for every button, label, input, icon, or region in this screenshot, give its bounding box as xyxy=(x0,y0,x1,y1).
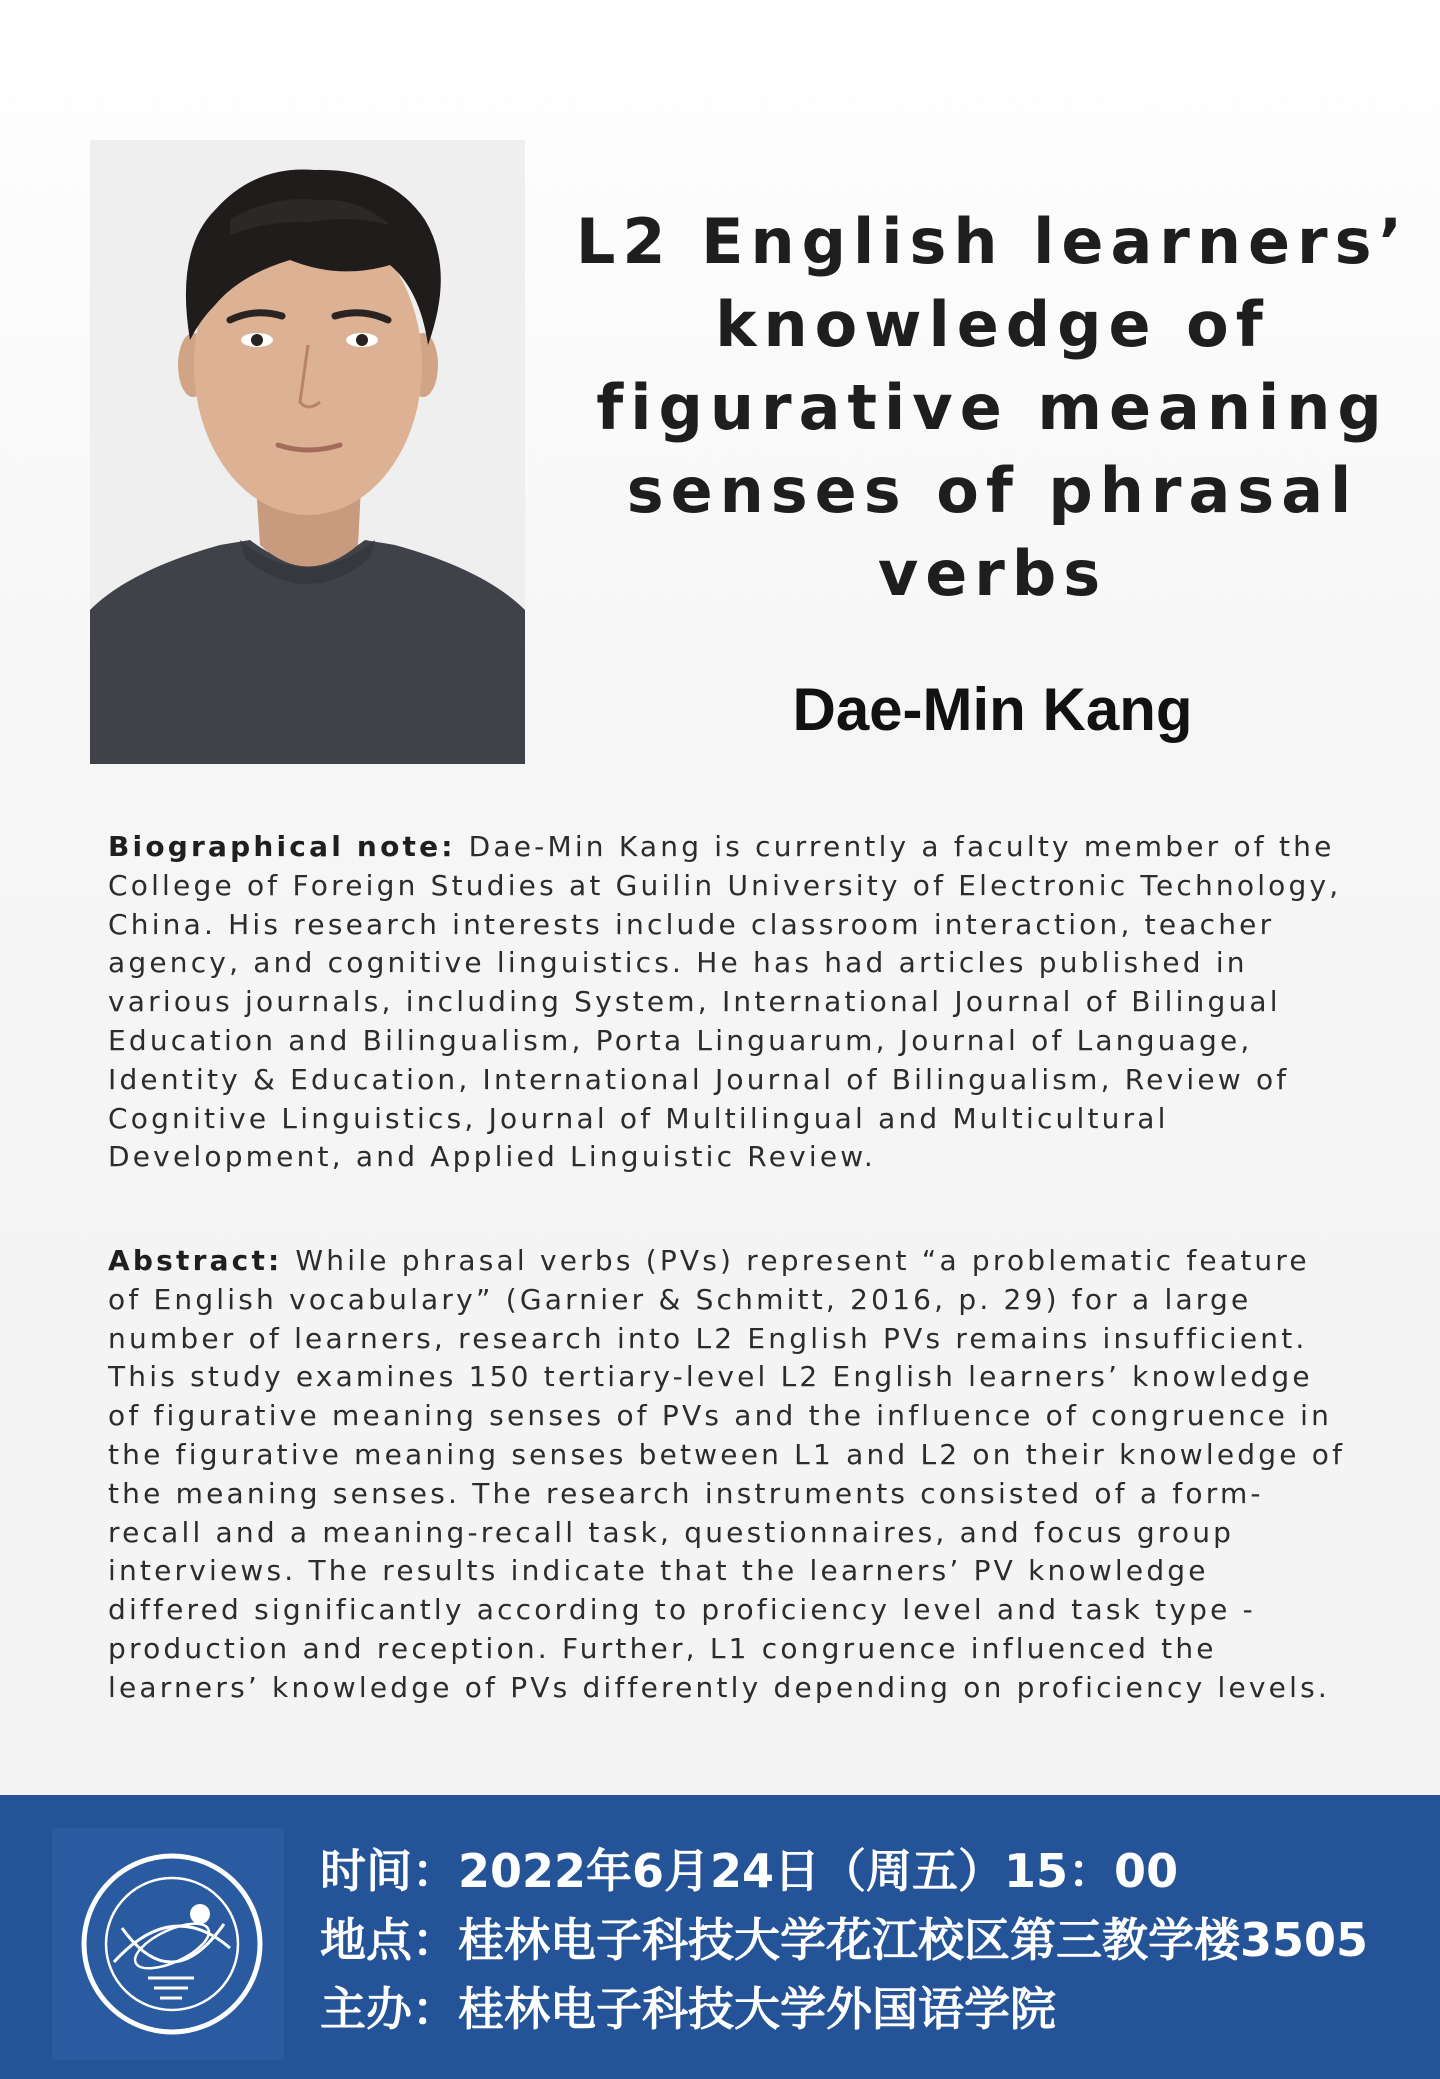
biographical-note xyxy=(108,828,1353,1177)
bio-label: Biographical note: xyxy=(108,830,469,863)
talk-title: L2 English learners’ knowledge of figurative meaning senses of phrasal verbs xyxy=(575,205,1410,610)
abstract xyxy=(108,1242,1353,1708)
event-location: 地点：桂林电子科技大学花江校区第三教学楼3505 xyxy=(320,1913,1369,1967)
speaker-name: Dae-Min Kang xyxy=(792,676,1193,743)
event-host: 主办：桂林电子科技大学外国语学院 xyxy=(320,1982,1056,2036)
speaker-portrait xyxy=(90,140,525,764)
university-seal-logo-icon xyxy=(52,1828,284,2060)
event-time: 时间：2022年6月24日（周五）15：00 xyxy=(320,1844,1179,1898)
event-info-footer xyxy=(0,1795,1440,2079)
university-logo xyxy=(52,1828,284,2060)
bio-text: Dae-Min Kang is currently a faculty member of the College of Foreign Studies at Guilin University of Electronic Technology, China. His research interests include classroom interaction, teacher agency, and cognitive linguistics. He has had articles published in various journals, including System, International Journal of Bilingual Education and Bilingualism, Porta Linguarum, Journal of Language, Identity & Education, International Journal of Bilingualism, Review of Cognitive Linguistics, Journal of Multilingual and Multicultural Development, and Applied Linguistic Review. xyxy=(108,830,1342,1174)
abstract-label: Abstract: xyxy=(108,1244,296,1277)
speaker-photo xyxy=(90,140,525,764)
abstract-text: While phrasal verbs (PVs) represent “a problematic feature of English vocabulary” (Garnier & Schmitt, 2016, p. 29) for a large number of learners, research into L2 English PVs remains insufficient. This study examines 150 tertiary-level L2 English learners’ knowledge of figurative meaning senses of PVs and the influence of congruence in the figurative meaning senses between L1 and L2 on their knowledge of the meaning senses. The research instruments consisted of a form-recall and a meaning-recall task, questionnaires, and focus group interviews. The results indicate that the learners’ PV knowledge differed significantly according to proficiency level and task type - production and reception. Further, L1 congruence influenced the learners’ knowledge of PVs differently depending on proficiency levels. xyxy=(108,1244,1346,1704)
